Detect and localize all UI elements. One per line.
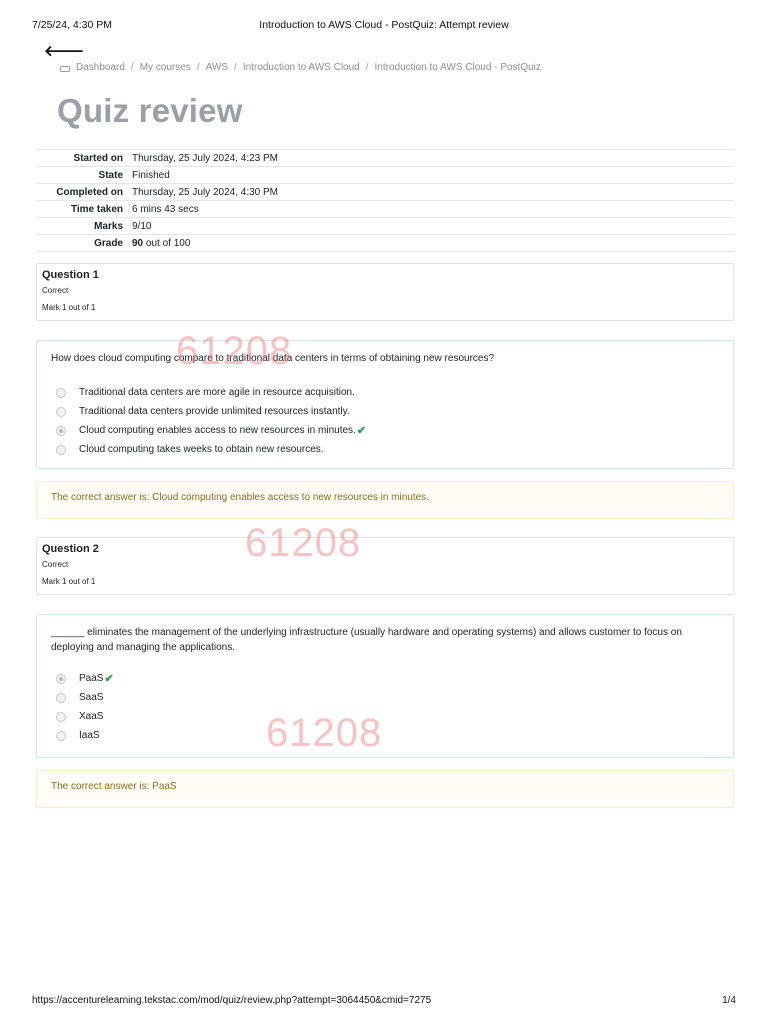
- summary-row-marks: [36, 218, 734, 235]
- answer-option[interactable]: [51, 707, 719, 726]
- answer-label: IaaS: [79, 730, 100, 741]
- breadcrumb-separator: /: [196, 62, 200, 73]
- print-datetime: 7/25/24, 4:30 PM: [32, 19, 112, 31]
- question-1-info: [36, 263, 734, 321]
- breadcrumb-separator: /: [234, 62, 237, 73]
- question-number: Question 1: [42, 269, 99, 281]
- answer-option[interactable]: [51, 688, 719, 707]
- breadcrumb-quiz[interactable]: Introduction to AWS Cloud - PostQuiz: [374, 62, 541, 73]
- answer-option[interactable]: [51, 421, 719, 440]
- question-state: Correct: [42, 286, 69, 295]
- answer-list: [51, 383, 719, 459]
- checkmark-icon: ✔: [104, 673, 114, 685]
- question-grade: Mark 1 out of 1: [42, 303, 96, 312]
- summary-label: Marks: [94, 220, 123, 232]
- watermark-text: 61208: [245, 521, 362, 565]
- radio-button-selected[interactable]: [56, 426, 66, 436]
- radio-button[interactable]: [56, 388, 66, 398]
- question-2-info: [36, 537, 734, 595]
- summary-row-state: [36, 167, 734, 184]
- question-2-feedback: The correct answer is: PaaS: [36, 770, 734, 808]
- grade-value: 90: [132, 237, 144, 249]
- print-title: Introduction to AWS Cloud - PostQuiz: Attempt review: [259, 19, 509, 31]
- breadcrumb-separator: /: [365, 62, 369, 73]
- breadcrumb-course[interactable]: Introduction to AWS Cloud: [242, 62, 360, 73]
- watermark-text: 61208: [266, 711, 383, 755]
- answer-label: Cloud computing takes weeks to obtain new resources.: [79, 444, 324, 455]
- answer-list: [51, 669, 719, 745]
- answer-label: SaaS: [79, 692, 104, 703]
- page-title: Quiz review: [57, 92, 243, 129]
- question-1-content: [36, 340, 734, 469]
- question-text: ______ eliminates the management of the underlying infrastructure (usually hardware and operating systems) and allows customer to focus on deploying and managing the applications.: [51, 627, 682, 653]
- summary-value: Thursday, 25 July 2024, 4:30 PM: [132, 186, 279, 198]
- checkmark-icon: ✔: [356, 425, 367, 437]
- answer-option[interactable]: [51, 440, 719, 459]
- question-1-feedback: The correct answer is: Cloud computing enables access to new resources in minutes.: [36, 481, 734, 519]
- radio-button[interactable]: [56, 731, 66, 741]
- answer-label: XaaS: [79, 711, 104, 722]
- question-grade: Mark 1 out of 1: [42, 577, 96, 586]
- question-state: Correct: [42, 560, 69, 569]
- summary-row-time-taken: [36, 201, 734, 218]
- breadcrumb-dashboard[interactable]: Dashboard: [76, 62, 125, 73]
- answer-option[interactable]: [51, 726, 719, 745]
- answer-label: PaaS: [79, 673, 104, 684]
- answer-label: Cloud computing enables access to new resources in minutes.: [79, 425, 356, 436]
- summary-row-grade: [36, 235, 734, 252]
- answer-option[interactable]: [51, 402, 719, 421]
- radio-button-selected[interactable]: [56, 674, 66, 684]
- summary-value: Finished: [132, 169, 170, 181]
- breadcrumb-separator: /: [130, 62, 134, 73]
- radio-button[interactable]: [56, 445, 66, 455]
- summary-value: [132, 235, 734, 252]
- watermark-text: 61208: [176, 329, 293, 373]
- attempt-summary-table: [36, 149, 734, 252]
- question-number: Question 2: [42, 543, 99, 555]
- print-page-number: 1/4: [722, 995, 736, 1006]
- summary-label: Completed on: [56, 186, 123, 198]
- home-icon: [60, 66, 70, 72]
- breadcrumb: [60, 62, 541, 73]
- answer-label: Traditional data centers are more agile in resource acquisition.: [79, 387, 355, 398]
- summary-label: State: [98, 169, 123, 181]
- radio-button[interactable]: [56, 712, 66, 722]
- summary-row-started: [36, 150, 734, 167]
- radio-button[interactable]: [56, 407, 66, 417]
- radio-button[interactable]: [56, 693, 66, 703]
- summary-row-completed: [36, 184, 734, 201]
- print-footer: [32, 995, 736, 1009]
- question-text: How does cloud computing compare to traditional data centers in terms of obtaining new resources?: [51, 353, 495, 364]
- answer-option[interactable]: [51, 383, 719, 402]
- summary-label: Grade: [94, 237, 123, 249]
- question-2-content: [36, 614, 734, 758]
- summary-label: Started on: [73, 152, 123, 164]
- summary-value: 9/10: [132, 220, 152, 232]
- breadcrumb-my-courses[interactable]: My courses: [139, 62, 191, 73]
- summary-value: Thursday, 25 July 2024, 4:23 PM: [132, 152, 279, 164]
- answer-option[interactable]: [51, 669, 719, 688]
- grade-out-of: out of 100: [143, 237, 191, 249]
- answer-label: Traditional data centers provide unlimited resources instantly.: [79, 406, 350, 417]
- print-header: [32, 19, 736, 33]
- summary-value: 6 mins 43 secs: [132, 203, 199, 215]
- breadcrumb-aws[interactable]: AWS: [205, 62, 229, 73]
- print-url: https://accenturelearning.tekstac.com/mod/quiz/review.php?attempt=3064450&cmid=7275: [32, 995, 432, 1006]
- back-arrow-icon[interactable]: 🡐: [44, 43, 85, 60]
- summary-label: Time taken: [70, 203, 123, 215]
